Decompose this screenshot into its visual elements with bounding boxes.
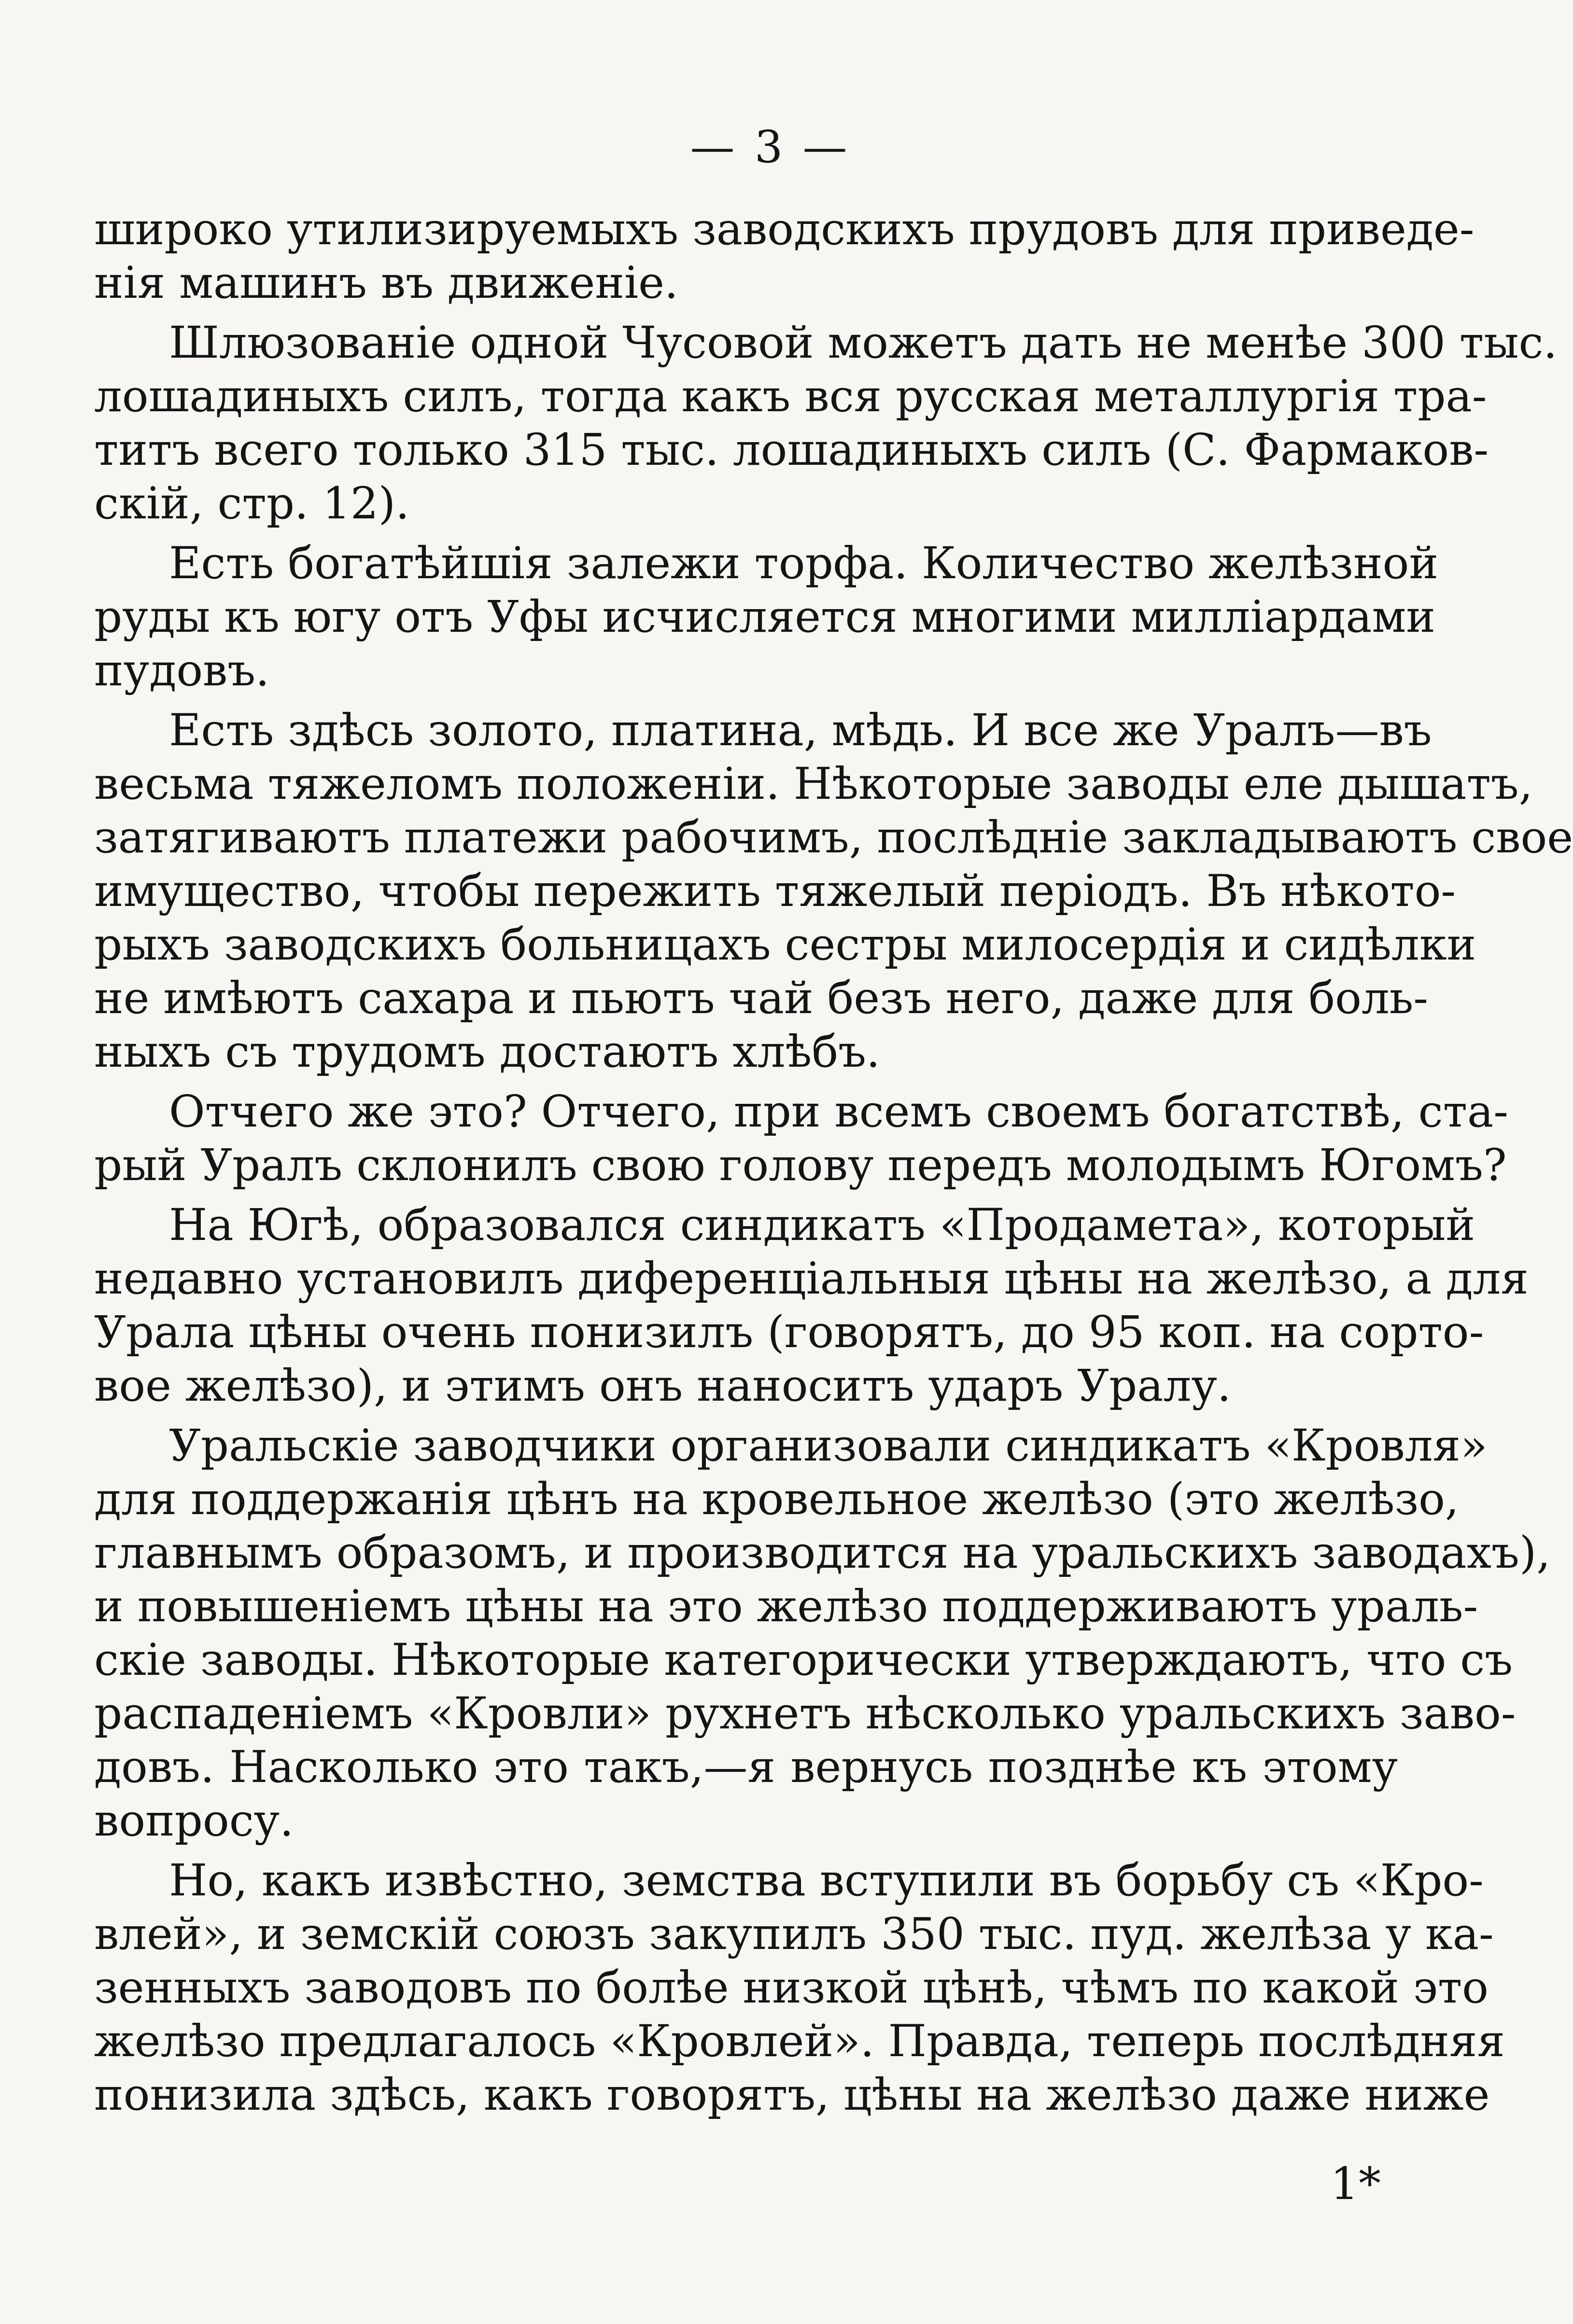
paragraph — [94, 704, 1573, 1079]
text-line: На Югѣ, образовался синдикатъ «Продамета», который — [169, 1200, 1475, 1251]
text-line: титъ всего только 315 тыс. лошадиныхъ силъ (С. Фармаков- — [94, 425, 1489, 475]
text-line: рый Уралъ склонилъ свою голову передъ молодымъ Югомъ? — [94, 1140, 1507, 1191]
text-line: и повышеніемъ цѣны на это желѣзо поддерживаютъ ураль- — [94, 1581, 1478, 1632]
text-line: недавно установилъ диференціальныя цѣны на желѣзо, а для — [94, 1253, 1529, 1304]
text-line: вое желѣзо), и этимъ онъ наноситъ ударъ Уралу. — [94, 1361, 1231, 1411]
text-line: Отчего же это? Отчего, при всемъ своемъ богатствѣ, ста- — [169, 1086, 1508, 1137]
paragraph — [94, 537, 1439, 697]
text-line: рыхъ заводскихъ больницахъ сестры милосердія и сидѣлки — [94, 919, 1476, 970]
text-line: Есть здѣсь золото, платина, мѣдь. И все же Уралъ—въ — [169, 705, 1432, 756]
text-line: пудовъ. — [94, 645, 270, 696]
text-line: руды къ югу отъ Уфы исчисляется многими милліардами — [94, 592, 1435, 642]
text-line: широко утилизируемыхъ заводскихъ прудовъ для приведе- — [94, 204, 1475, 255]
text-line: Есть богатѣйшія залежи торфа. Количество желѣзной — [169, 538, 1439, 589]
text-line: затягиваютъ платежи рабочимъ, послѣдніе закладываютъ свое — [94, 812, 1573, 863]
text-line: скій, стр. 12). — [94, 478, 410, 529]
text-line: весьма тяжеломъ положеніи. Нѣкоторые заводы еле дышатъ, — [94, 759, 1533, 809]
text-line: ныхъ съ трудомъ достаютъ хлѣбъ. — [94, 1027, 880, 1077]
paragraph — [94, 203, 1475, 310]
signature-mark: 1* — [1330, 2158, 1381, 2210]
paragraph — [94, 1198, 1529, 1413]
text-line: понизила здѣсь, какъ говорятъ, цѣны на желѣзо даже ниже — [94, 2070, 1490, 2120]
text-line: скіе заводы. Нѣкоторые категорически утверждаютъ, что съ — [94, 1635, 1513, 1685]
text-line: лошадиныхъ силъ, тогда какъ вся русская металлургія тра- — [94, 371, 1487, 422]
text-line: вопросу. — [94, 1795, 294, 1846]
text-line: для поддержанія цѣнъ на кровельное желѣзо (это желѣзо, — [94, 1474, 1459, 1525]
paragraph — [94, 1854, 1505, 2122]
text-line: имущество, чтобы пережить тяжелый періодъ. Въ нѣкото- — [94, 866, 1456, 917]
text-line: распаденіемъ «Кровли» рухнетъ нѣсколько уральскихъ заво- — [94, 1688, 1516, 1739]
text-line: главнымъ образомъ, и производится на уральскихъ заводахъ), — [94, 1528, 1551, 1578]
page-number: — 3 — — [690, 121, 850, 173]
text-line: желѣзо предлагалось «Кровлей». Правда, теперь послѣдняя — [94, 2016, 1505, 2067]
paragraph — [94, 1085, 1508, 1192]
text-line: Но, какъ извѣстно, земства вступили въ борьбу съ «Кро- — [169, 1855, 1484, 1906]
text-line: нія машинъ въ движеніе. — [94, 258, 678, 308]
text-line: зенныхъ заводовъ по болѣе низкой цѣнѣ, чѣмъ по какой это — [94, 1962, 1489, 2013]
text-line: не имѣютъ сахара и пьютъ чай безъ него, даже для боль- — [94, 973, 1429, 1024]
text-line: Шлюзованіе одной Чусовой можетъ дать не менѣе 300 тыс. — [169, 318, 1558, 368]
text-line: Урала цѣны очень понизилъ (говорятъ, до 95 коп. на сорто- — [94, 1307, 1484, 1358]
body-text — [94, 203, 1573, 2128]
paragraph — [94, 1419, 1551, 1848]
text-line: влей», и земскій союзъ закупилъ 350 тыс. пуд. желѣза у ка- — [94, 1909, 1494, 1960]
paragraph — [94, 316, 1558, 530]
text-line: довъ. Насколько это такъ,—я вернусь позднѣе къ этому — [94, 1742, 1398, 1793]
text-line: Уральскіе заводчики организовали синдикатъ «Кровля» — [169, 1420, 1488, 1471]
